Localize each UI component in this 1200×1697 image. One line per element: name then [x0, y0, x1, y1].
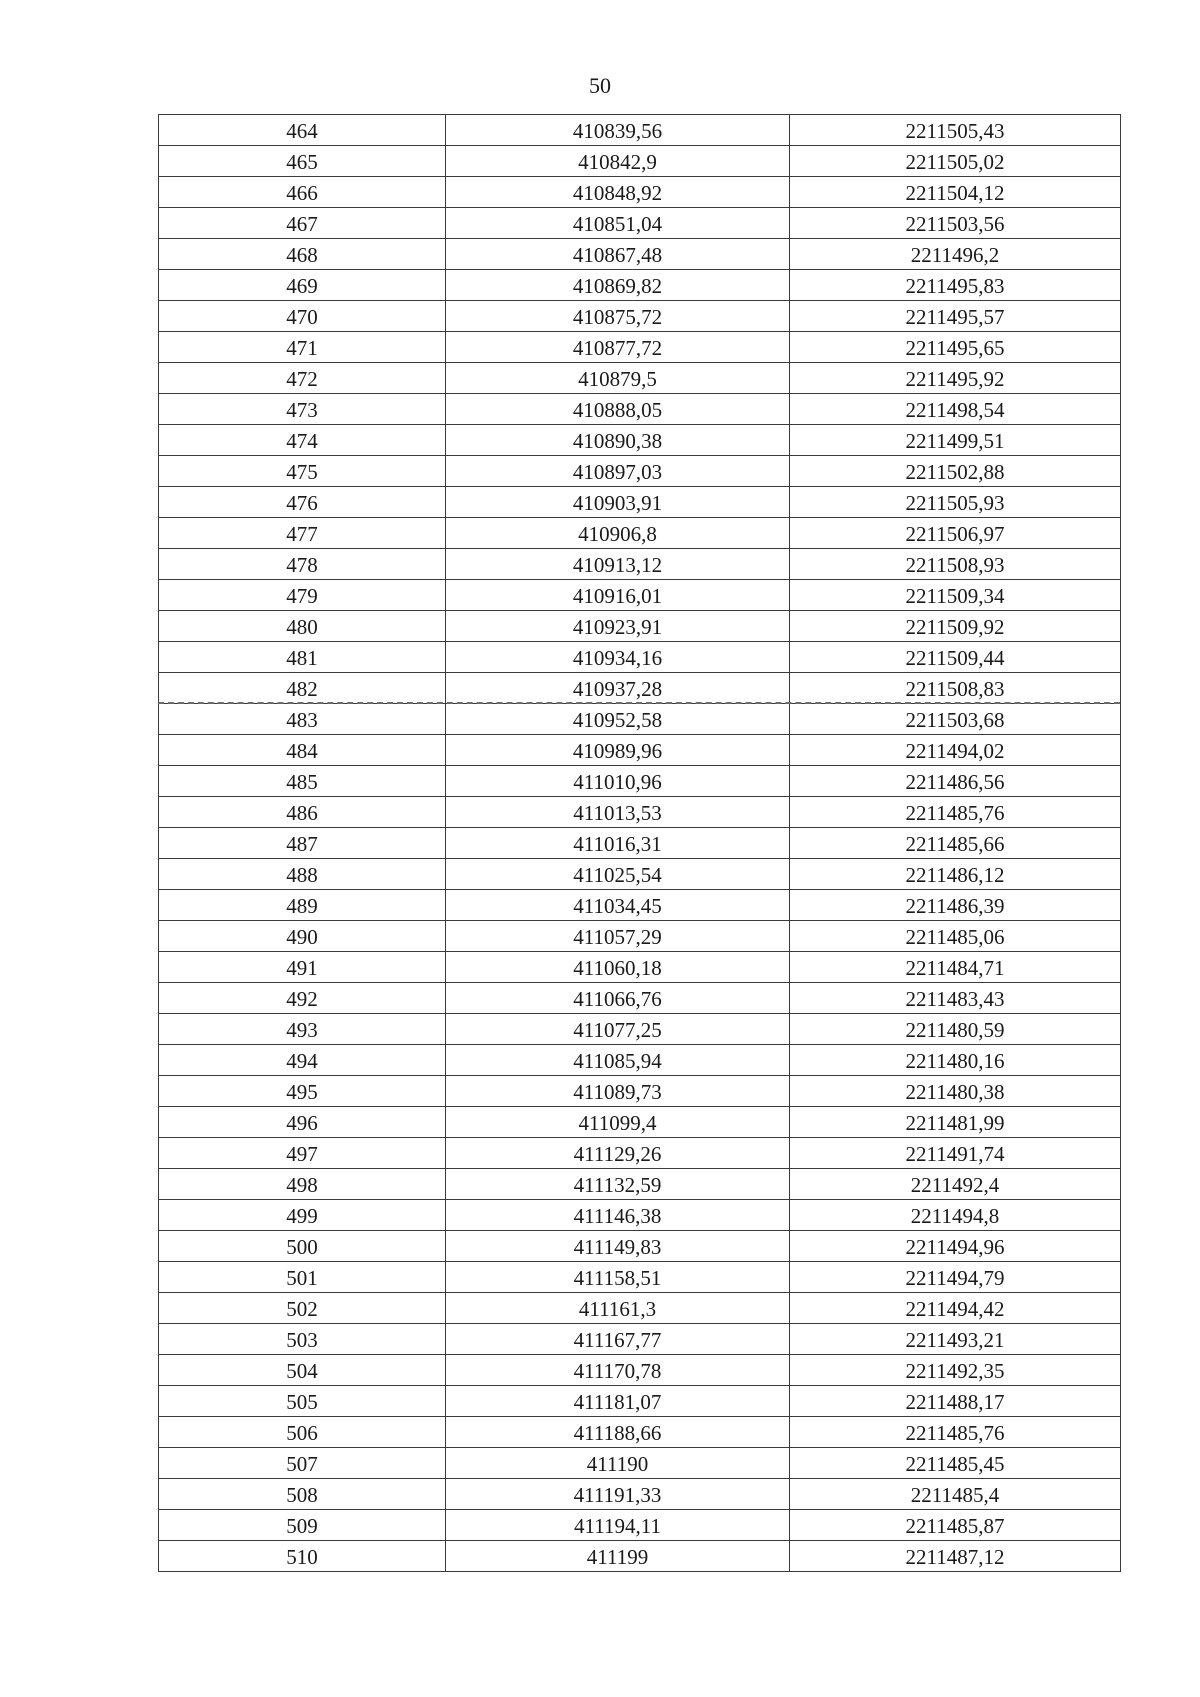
table-row — [159, 1231, 1121, 1262]
x-coordinate-cell: 411149,83 — [446, 1231, 790, 1262]
x-coordinate-cell: 410890,38 — [446, 425, 790, 456]
x-coordinate-cell: 411010,96 — [446, 766, 790, 797]
table-row — [159, 1324, 1121, 1355]
x-coordinate-cell: 410923,91 — [446, 611, 790, 642]
y-coordinate-cell: 2211492,35 — [790, 1355, 1121, 1386]
y-coordinate-cell: 2211494,8 — [790, 1200, 1121, 1231]
table-row — [159, 1076, 1121, 1107]
x-coordinate-cell: 410888,05 — [446, 394, 790, 425]
table-row — [159, 611, 1121, 642]
point-number-cell: 500 — [159, 1231, 446, 1262]
x-coordinate-cell: 410839,56 — [446, 115, 790, 146]
point-number-cell: 464 — [159, 115, 446, 146]
point-number-cell: 480 — [159, 611, 446, 642]
x-coordinate-cell: 410934,16 — [446, 642, 790, 673]
y-coordinate-cell: 2211494,42 — [790, 1293, 1121, 1324]
coordinates-table-body — [159, 115, 1121, 1572]
table-row — [159, 1138, 1121, 1169]
point-number-cell: 486 — [159, 797, 446, 828]
point-number-cell: 465 — [159, 146, 446, 177]
x-coordinate-cell: 410877,72 — [446, 332, 790, 363]
point-number-cell: 471 — [159, 332, 446, 363]
point-number-cell: 484 — [159, 735, 446, 766]
x-coordinate-cell: 410913,12 — [446, 549, 790, 580]
y-coordinate-cell: 2211485,76 — [790, 1417, 1121, 1448]
y-coordinate-cell: 2211509,44 — [790, 642, 1121, 673]
point-number-cell: 489 — [159, 890, 446, 921]
point-number-cell: 492 — [159, 983, 446, 1014]
x-coordinate-cell: 411161,3 — [446, 1293, 790, 1324]
table-row — [159, 797, 1121, 828]
point-number-cell: 490 — [159, 921, 446, 952]
point-number-cell: 479 — [159, 580, 446, 611]
x-coordinate-cell: 411099,4 — [446, 1107, 790, 1138]
point-number-cell: 469 — [159, 270, 446, 301]
x-coordinate-cell: 411191,33 — [446, 1479, 790, 1510]
table-row — [159, 363, 1121, 394]
x-coordinate-cell: 411013,53 — [446, 797, 790, 828]
table-row — [159, 1107, 1121, 1138]
y-coordinate-cell: 2211484,71 — [790, 952, 1121, 983]
point-number-cell: 466 — [159, 177, 446, 208]
table-row — [159, 1293, 1121, 1324]
y-coordinate-cell: 2211488,17 — [790, 1386, 1121, 1417]
point-number-cell: 502 — [159, 1293, 446, 1324]
point-number-cell: 488 — [159, 859, 446, 890]
point-number-cell: 495 — [159, 1076, 446, 1107]
y-coordinate-cell: 2211491,74 — [790, 1138, 1121, 1169]
y-coordinate-cell: 2211503,68 — [790, 704, 1121, 735]
point-number-cell: 509 — [159, 1510, 446, 1541]
table-row — [159, 704, 1121, 735]
table-row — [159, 1417, 1121, 1448]
x-coordinate-cell: 411188,66 — [446, 1417, 790, 1448]
table-row — [159, 1355, 1121, 1386]
point-number-cell: 481 — [159, 642, 446, 673]
x-coordinate-cell: 411077,25 — [446, 1014, 790, 1045]
table-row — [159, 642, 1121, 673]
point-number-cell: 507 — [159, 1448, 446, 1479]
y-coordinate-cell: 2211509,34 — [790, 580, 1121, 611]
point-number-cell: 501 — [159, 1262, 446, 1293]
point-number-cell: 505 — [159, 1386, 446, 1417]
point-number-cell: 504 — [159, 1355, 446, 1386]
y-coordinate-cell: 2211504,12 — [790, 177, 1121, 208]
table-row — [159, 983, 1121, 1014]
x-coordinate-cell: 411167,77 — [446, 1324, 790, 1355]
y-coordinate-cell: 2211509,92 — [790, 611, 1121, 642]
y-coordinate-cell: 2211506,97 — [790, 518, 1121, 549]
x-coordinate-cell: 411089,73 — [446, 1076, 790, 1107]
y-coordinate-cell: 2211480,59 — [790, 1014, 1121, 1045]
x-coordinate-cell: 411025,54 — [446, 859, 790, 890]
point-number-cell: 470 — [159, 301, 446, 332]
table-row — [159, 487, 1121, 518]
x-coordinate-cell: 410903,91 — [446, 487, 790, 518]
point-number-cell: 482 — [159, 673, 446, 704]
y-coordinate-cell: 2211494,96 — [790, 1231, 1121, 1262]
table-row — [159, 208, 1121, 239]
y-coordinate-cell: 2211502,88 — [790, 456, 1121, 487]
table-row — [159, 1200, 1121, 1231]
x-coordinate-cell: 411060,18 — [446, 952, 790, 983]
table-row — [159, 146, 1121, 177]
point-number-cell: 506 — [159, 1417, 446, 1448]
table-row — [159, 1014, 1121, 1045]
y-coordinate-cell: 2211493,21 — [790, 1324, 1121, 1355]
y-coordinate-cell: 2211508,93 — [790, 549, 1121, 580]
x-coordinate-cell: 411066,76 — [446, 983, 790, 1014]
point-number-cell: 499 — [159, 1200, 446, 1231]
point-number-cell: 508 — [159, 1479, 446, 1510]
point-number-cell: 491 — [159, 952, 446, 983]
point-number-cell: 483 — [159, 704, 446, 735]
y-coordinate-cell: 2211499,51 — [790, 425, 1121, 456]
point-number-cell: 477 — [159, 518, 446, 549]
y-coordinate-cell: 2211485,45 — [790, 1448, 1121, 1479]
table-row — [159, 735, 1121, 766]
y-coordinate-cell: 2211495,92 — [790, 363, 1121, 394]
table-row — [159, 580, 1121, 611]
table-row — [159, 828, 1121, 859]
x-coordinate-cell: 411199 — [446, 1541, 790, 1572]
page-number: 50 — [589, 73, 611, 98]
table-row — [159, 301, 1121, 332]
y-coordinate-cell: 2211486,56 — [790, 766, 1121, 797]
x-coordinate-cell: 411016,31 — [446, 828, 790, 859]
table-row — [159, 1479, 1121, 1510]
table-row — [159, 549, 1121, 580]
x-coordinate-cell: 410906,8 — [446, 518, 790, 549]
y-coordinate-cell: 2211495,83 — [790, 270, 1121, 301]
table-row — [159, 890, 1121, 921]
y-coordinate-cell: 2211495,57 — [790, 301, 1121, 332]
table-row — [159, 425, 1121, 456]
x-coordinate-cell: 411132,59 — [446, 1169, 790, 1200]
table-row — [159, 859, 1121, 890]
x-coordinate-cell: 410937,28 — [446, 673, 790, 704]
table-row — [159, 1169, 1121, 1200]
x-coordinate-cell: 410842,9 — [446, 146, 790, 177]
point-number-cell: 498 — [159, 1169, 446, 1200]
point-number-cell: 510 — [159, 1541, 446, 1572]
x-coordinate-cell: 411194,11 — [446, 1510, 790, 1541]
y-coordinate-cell: 2211486,12 — [790, 859, 1121, 890]
point-number-cell: 478 — [159, 549, 446, 580]
table-row — [159, 332, 1121, 363]
x-coordinate-cell: 410989,96 — [446, 735, 790, 766]
y-coordinate-cell: 2211485,06 — [790, 921, 1121, 952]
coordinates-table — [158, 114, 1121, 1572]
x-coordinate-cell: 411129,26 — [446, 1138, 790, 1169]
y-coordinate-cell: 2211480,38 — [790, 1076, 1121, 1107]
x-coordinate-cell: 410851,04 — [446, 208, 790, 239]
table-row — [159, 1541, 1121, 1572]
y-coordinate-cell: 2211485,76 — [790, 797, 1121, 828]
table-row — [159, 394, 1121, 425]
y-coordinate-cell: 2211494,02 — [790, 735, 1121, 766]
y-coordinate-cell: 2211496,2 — [790, 239, 1121, 270]
point-number-cell: 497 — [159, 1138, 446, 1169]
x-coordinate-cell: 410848,92 — [446, 177, 790, 208]
x-coordinate-cell: 410867,48 — [446, 239, 790, 270]
table-row — [159, 239, 1121, 270]
x-coordinate-cell: 411158,51 — [446, 1262, 790, 1293]
y-coordinate-cell: 2211492,4 — [790, 1169, 1121, 1200]
y-coordinate-cell: 2211505,02 — [790, 146, 1121, 177]
y-coordinate-cell: 2211485,87 — [790, 1510, 1121, 1541]
y-coordinate-cell: 2211481,99 — [790, 1107, 1121, 1138]
x-coordinate-cell: 410916,01 — [446, 580, 790, 611]
point-number-cell: 494 — [159, 1045, 446, 1076]
y-coordinate-cell: 2211480,16 — [790, 1045, 1121, 1076]
y-coordinate-cell: 2211503,56 — [790, 208, 1121, 239]
table-row — [159, 177, 1121, 208]
table-row — [159, 1262, 1121, 1293]
y-coordinate-cell: 2211486,39 — [790, 890, 1121, 921]
point-number-cell: 487 — [159, 828, 446, 859]
table-row — [159, 673, 1121, 704]
table-row — [159, 766, 1121, 797]
y-coordinate-cell: 2211495,65 — [790, 332, 1121, 363]
table-row — [159, 921, 1121, 952]
y-coordinate-cell: 2211483,43 — [790, 983, 1121, 1014]
x-coordinate-cell: 411190 — [446, 1448, 790, 1479]
point-number-cell: 503 — [159, 1324, 446, 1355]
x-coordinate-cell: 410952,58 — [446, 704, 790, 735]
y-coordinate-cell: 2211494,79 — [790, 1262, 1121, 1293]
y-coordinate-cell: 2211487,12 — [790, 1541, 1121, 1572]
point-number-cell: 485 — [159, 766, 446, 797]
table-row — [159, 952, 1121, 983]
y-coordinate-cell: 2211485,66 — [790, 828, 1121, 859]
x-coordinate-cell: 411085,94 — [446, 1045, 790, 1076]
x-coordinate-cell: 410879,5 — [446, 363, 790, 394]
point-number-cell: 493 — [159, 1014, 446, 1045]
point-number-cell: 472 — [159, 363, 446, 394]
point-number-cell: 475 — [159, 456, 446, 487]
point-number-cell: 474 — [159, 425, 446, 456]
table-row — [159, 1386, 1121, 1417]
y-coordinate-cell: 2211498,54 — [790, 394, 1121, 425]
table-row — [159, 115, 1121, 146]
x-coordinate-cell: 411181,07 — [446, 1386, 790, 1417]
point-number-cell: 468 — [159, 239, 446, 270]
table-row — [159, 1045, 1121, 1076]
table-row — [159, 1448, 1121, 1479]
point-number-cell: 476 — [159, 487, 446, 518]
point-number-cell: 496 — [159, 1107, 446, 1138]
x-coordinate-cell: 411057,29 — [446, 921, 790, 952]
y-coordinate-cell: 2211508,83 — [790, 673, 1121, 704]
point-number-cell: 467 — [159, 208, 446, 239]
table-row — [159, 518, 1121, 549]
x-coordinate-cell: 411034,45 — [446, 890, 790, 921]
y-coordinate-cell: 2211505,43 — [790, 115, 1121, 146]
point-number-cell: 473 — [159, 394, 446, 425]
x-coordinate-cell: 410869,82 — [446, 270, 790, 301]
y-coordinate-cell: 2211505,93 — [790, 487, 1121, 518]
table-row — [159, 1510, 1121, 1541]
table-row — [159, 456, 1121, 487]
table-row — [159, 270, 1121, 301]
x-coordinate-cell: 410897,03 — [446, 456, 790, 487]
x-coordinate-cell: 410875,72 — [446, 301, 790, 332]
y-coordinate-cell: 2211485,4 — [790, 1479, 1121, 1510]
x-coordinate-cell: 411170,78 — [446, 1355, 790, 1386]
x-coordinate-cell: 411146,38 — [446, 1200, 790, 1231]
